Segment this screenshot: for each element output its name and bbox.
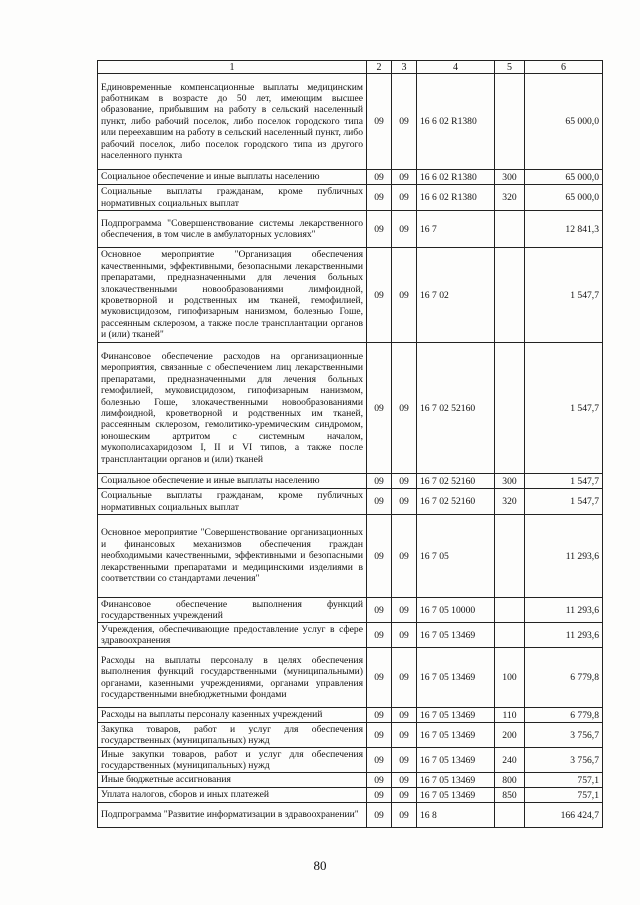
cell-subsection: 09 — [392, 343, 417, 474]
cell-description: Закупка товаров, работ и услуг для обеспечения государственных (муниципальных) нужд — [98, 723, 367, 748]
budget-table — [97, 60, 603, 828]
cell-description: Финансовое обеспечение выполнения функций государственных учреждений — [98, 598, 367, 623]
cell-expense-type — [495, 803, 525, 828]
cell-description: Социальное обеспечение и иные выплаты населению — [98, 170, 367, 185]
cell-section: 09 — [367, 170, 392, 185]
cell-expense-type — [495, 74, 525, 170]
table-row — [98, 788, 603, 803]
header-col-5: 5 — [495, 61, 525, 74]
cell-expense-type: 200 — [495, 723, 525, 748]
table-row — [98, 343, 603, 474]
cell-section: 09 — [367, 515, 392, 598]
table-row — [98, 648, 603, 708]
table-row — [98, 185, 603, 211]
cell-amount: 1 547,7 — [525, 474, 603, 489]
table-row — [98, 489, 603, 515]
cell-expense-type: 110 — [495, 708, 525, 723]
cell-target-article: 16 7 05 13469 — [417, 708, 495, 723]
table-row — [98, 474, 603, 489]
header-col-1: 1 — [98, 61, 367, 74]
table-row — [98, 170, 603, 185]
cell-expense-type: 320 — [495, 185, 525, 211]
table-row — [98, 723, 603, 748]
cell-expense-type — [495, 515, 525, 598]
cell-target-article: 16 7 02 52160 — [417, 343, 495, 474]
cell-description: Расходы на выплаты персоналу в целях обеспечения выполнения функций государственными (муниципальными) органами, казенными учреждениями, органами управления государственными внебюджетными фондами — [98, 648, 367, 708]
cell-target-article: 16 6 02 R1380 — [417, 185, 495, 211]
table-row — [98, 74, 603, 170]
cell-amount: 11 293,6 — [525, 515, 603, 598]
cell-amount: 166 424,7 — [525, 803, 603, 828]
cell-section: 09 — [367, 748, 392, 773]
cell-amount: 11 293,6 — [525, 598, 603, 623]
cell-expense-type — [495, 598, 525, 623]
cell-target-article: 16 7 02 — [417, 248, 495, 343]
cell-description: Подпрограмма "Развитие информатизации в здравоохранении" — [98, 803, 367, 828]
header-col-6: 6 — [525, 61, 603, 74]
table-row — [98, 211, 603, 248]
cell-expense-type — [495, 343, 525, 474]
cell-section: 09 — [367, 343, 392, 474]
cell-amount: 1 547,7 — [525, 343, 603, 474]
cell-expense-type: 320 — [495, 489, 525, 515]
cell-description: Финансовое обеспечение расходов на организационные мероприятия, связанные с обеспечением лиц лекарственными препаратами, предназначенными для лечения больных гемофилией, муковисцидозом, гипофизарным нанизмом, болезнью Гоше, злокачественными новообразованиями лимфоидной, кроветворной и родственных им тканей, рассеянным склерозом, гемолитико-уремическим синдромом, юношеским артритом с системным началом, мукополисахаридозом I, II и VI типов, а также после трансплантации органов и (или) тканей — [98, 343, 367, 474]
cell-subsection: 09 — [392, 748, 417, 773]
cell-subsection: 09 — [392, 489, 417, 515]
cell-amount: 65 000,0 — [525, 185, 603, 211]
cell-description: Единовременные компенсационные выплаты медицинским работникам в возрасте до 50 лет, имеющим высшее образование, прибывшим на работу в сельский населенный пункт, либо рабочий поселок, либо поселок городского типа или переехавшим на работу в сельский населенный пункт, либо рабочий поселок, либо поселок городского типа из другого населенного пункта — [98, 74, 367, 170]
cell-expense-type: 300 — [495, 170, 525, 185]
cell-section: 09 — [367, 723, 392, 748]
header-col-2: 2 — [367, 61, 392, 74]
cell-expense-type: 100 — [495, 648, 525, 708]
page-number: 80 — [313, 858, 327, 873]
cell-section: 09 — [367, 803, 392, 828]
cell-description: Социальное обеспечение и иные выплаты населению — [98, 474, 367, 489]
header-col-4: 4 — [417, 61, 495, 74]
cell-section: 09 — [367, 773, 392, 788]
cell-target-article: 16 8 — [417, 803, 495, 828]
table-row — [98, 248, 603, 343]
cell-section: 09 — [367, 211, 392, 248]
cell-amount: 6 779,8 — [525, 648, 603, 708]
cell-target-article: 16 7 05 13469 — [417, 748, 495, 773]
cell-section: 09 — [367, 489, 392, 515]
cell-description: Иные закупки товаров, работ и услуг для обеспечения государственных (муниципальных) нужд — [98, 748, 367, 773]
cell-target-article: 16 7 05 13469 — [417, 723, 495, 748]
cell-target-article: 16 7 05 13469 — [417, 648, 495, 708]
cell-target-article: 16 6 02 R1380 — [417, 170, 495, 185]
cell-subsection: 09 — [392, 788, 417, 803]
header-col-3: 3 — [392, 61, 417, 74]
cell-expense-type: 850 — [495, 788, 525, 803]
table-row — [98, 515, 603, 598]
cell-target-article: 16 7 02 52160 — [417, 474, 495, 489]
cell-section: 09 — [367, 623, 392, 648]
cell-expense-type: 800 — [495, 773, 525, 788]
cell-expense-type — [495, 623, 525, 648]
cell-subsection: 09 — [392, 170, 417, 185]
cell-subsection: 09 — [392, 474, 417, 489]
cell-section: 09 — [367, 708, 392, 723]
cell-amount: 757,1 — [525, 788, 603, 803]
cell-section: 09 — [367, 598, 392, 623]
cell-subsection: 09 — [392, 185, 417, 211]
cell-subsection: 09 — [392, 598, 417, 623]
cell-description: Основное мероприятие "Организация обеспечения качественными, эффективными, безопасными лекарственными препаратами, предназначенными для лечения больных злокачественными новообразованиями лимфоидной, кроветворной и родственных им тканей, гемофилией, муковисцидозом, гипофизарным нанизмом, болезнью Гоше, рассеянным склерозом, а также после трансплантации органов и (или) тканей" — [98, 248, 367, 343]
cell-target-article: 16 7 05 13469 — [417, 788, 495, 803]
table-row — [98, 598, 603, 623]
cell-description: Уплата налогов, сборов и иных платежей — [98, 788, 367, 803]
cell-subsection: 09 — [392, 803, 417, 828]
cell-description: Расходы на выплаты персоналу казенных учреждений — [98, 708, 367, 723]
cell-target-article: 16 6 02 R1380 — [417, 74, 495, 170]
cell-description: Подпрограмма "Совершенствование системы лекарственного обеспечения, в том числе в амбулаторных условиях" — [98, 211, 367, 248]
cell-target-article: 16 7 — [417, 211, 495, 248]
cell-amount: 65 000,0 — [525, 170, 603, 185]
cell-expense-type — [495, 248, 525, 343]
cell-subsection: 09 — [392, 515, 417, 598]
cell-amount: 3 756,7 — [525, 723, 603, 748]
cell-amount: 65 000,0 — [525, 74, 603, 170]
cell-section: 09 — [367, 788, 392, 803]
table-row — [98, 623, 603, 648]
cell-amount: 3 756,7 — [525, 748, 603, 773]
cell-subsection: 09 — [392, 648, 417, 708]
cell-amount: 1 547,7 — [525, 248, 603, 343]
cell-section: 09 — [367, 474, 392, 489]
cell-subsection: 09 — [392, 211, 417, 248]
cell-subsection: 09 — [392, 74, 417, 170]
cell-section: 09 — [367, 185, 392, 211]
cell-expense-type — [495, 211, 525, 248]
cell-subsection: 09 — [392, 248, 417, 343]
cell-expense-type: 300 — [495, 474, 525, 489]
cell-amount: 1 547,7 — [525, 489, 603, 515]
cell-amount: 757,1 — [525, 773, 603, 788]
cell-description: Социальные выплаты гражданам, кроме публичных нормативных социальных выплат — [98, 185, 367, 211]
cell-target-article: 16 7 05 13469 — [417, 773, 495, 788]
cell-target-article: 16 7 02 52160 — [417, 489, 495, 515]
cell-description: Иные бюджетные ассигнования — [98, 773, 367, 788]
cell-target-article: 16 7 05 10000 — [417, 598, 495, 623]
cell-section: 09 — [367, 74, 392, 170]
cell-amount: 6 779,8 — [525, 708, 603, 723]
cell-amount: 11 293,6 — [525, 623, 603, 648]
cell-description: Основное мероприятие "Совершенствование организационных и финансовых механизмов обеспечения граждан необходимыми качественными, эффективными и безопасными лекарственными препаратами и медицинскими изделиями в соответствии со стандартами лечения" — [98, 515, 367, 598]
cell-target-article: 16 7 05 13469 — [417, 623, 495, 648]
table-row — [98, 803, 603, 828]
cell-target-article: 16 7 05 — [417, 515, 495, 598]
cell-description: Учреждения, обеспечивающие предоставление услуг в сфере здравоохранения — [98, 623, 367, 648]
cell-section: 09 — [367, 648, 392, 708]
table-row — [98, 748, 603, 773]
table-row — [98, 708, 603, 723]
cell-expense-type: 240 — [495, 748, 525, 773]
cell-subsection: 09 — [392, 708, 417, 723]
budget-table-body — [98, 61, 603, 828]
cell-description: Социальные выплаты гражданам, кроме публичных нормативных социальных выплат — [98, 489, 367, 515]
table-row — [98, 773, 603, 788]
cell-subsection: 09 — [392, 723, 417, 748]
cell-amount: 12 841,3 — [525, 211, 603, 248]
table-header-row — [98, 61, 603, 74]
cell-section: 09 — [367, 248, 392, 343]
cell-subsection: 09 — [392, 773, 417, 788]
cell-subsection: 09 — [392, 623, 417, 648]
